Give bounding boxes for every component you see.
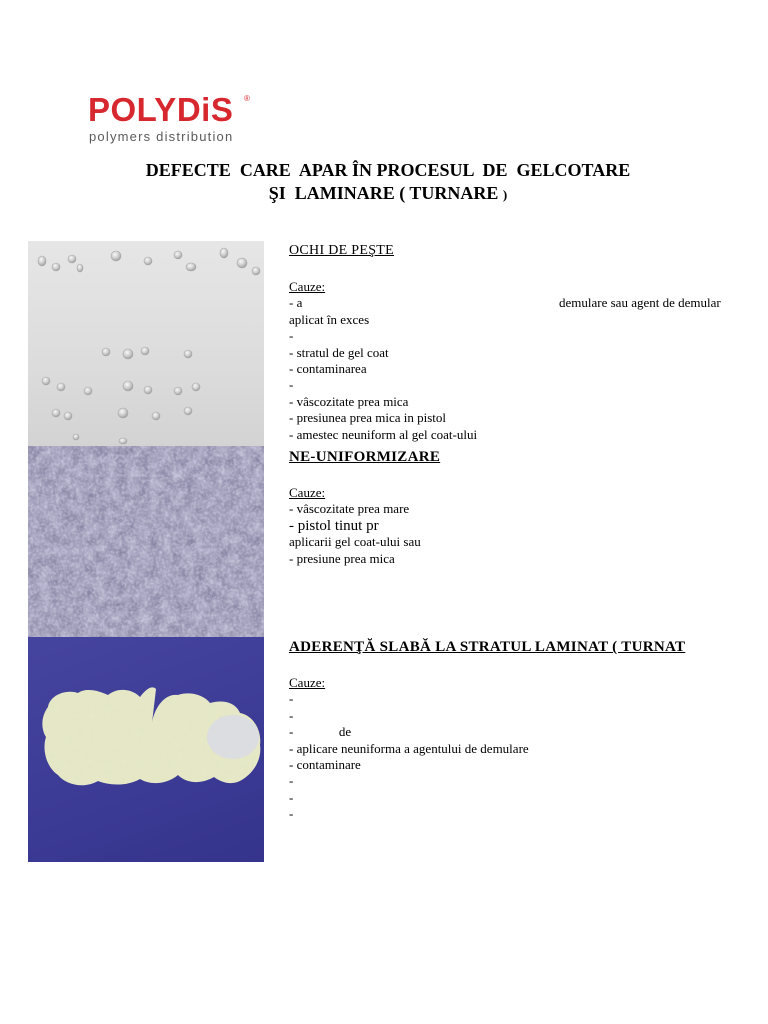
logo-brand: POLYDiS [88,91,234,128]
causes-label: Cauze: [289,675,326,690]
polydis-logo [88,92,258,152]
section-weak-adhesion [289,638,759,823]
document-title-line2 [0,182,768,206]
cause-line: - contaminarea [289,360,367,376]
cause-line: - presiunea prea mica in pistol [289,410,447,426]
causes-label: Cauze: [289,485,326,500]
title-line2-text: ŞI LAMINARE ( TURNARE [268,183,503,203]
cause-line: - [289,773,294,789]
cause-line: - [289,806,294,822]
laminate-piece-shape [28,637,264,862]
cause-line: - vâscozitate prea mare [289,501,410,517]
cause-line: - vâscozitate prea mica [289,393,409,409]
non-uniform-surface-photo [28,446,264,637]
cause-line: - [289,789,294,805]
section-heading: NE-UNIFORMIZARE [289,449,441,465]
cause-line: - [289,377,294,393]
cause-line-right: demulare sau agent de demular [559,295,721,311]
section-non-uniform [289,448,759,567]
section-heading: ADERENŢĂ SLABĂ LA STRATUL LAMINAT ( TURNAT [289,639,686,655]
cause-line: - presiune prea mica [289,550,395,566]
non-uniform-texture [28,446,264,637]
title-line2-paren: ) [502,187,508,202]
cause-line: - contaminare [289,756,361,772]
weak-adhesion-photo [28,637,264,862]
cause-line: - stratul de gel coat [289,344,389,360]
causes-label: Cauze: [289,279,326,294]
cause-line: - amestec neuniform al gel coat-ului [289,426,478,442]
cause-line: - [289,707,294,723]
cause-line: - [289,691,294,707]
document-title-line1: DEFECTE CARE APAR ÎN PROCESUL DE GELCOTARE [145,160,631,180]
section-heading: OCHI DE PEŞTE [289,243,395,258]
logo-tagline: polymers distribution [89,129,234,144]
cause-line: - a demulare sau agent de demular [289,295,721,311]
cause-line: aplicat în exces [289,311,370,327]
fish-eye-defect-photo [28,241,264,446]
cause-line: - de [289,724,352,740]
cause-line: - [289,328,294,344]
cause-line: - aplicare neuniforma a agentului de demulare [289,740,529,756]
section-fish-eye [289,242,759,443]
cause-line: - pistol tinut pr [289,517,379,534]
cause-line: aplicarii gel coat-ului sau [289,534,421,550]
logo-registered-mark: ® [244,94,250,103]
fish-eye-texture [28,241,264,446]
